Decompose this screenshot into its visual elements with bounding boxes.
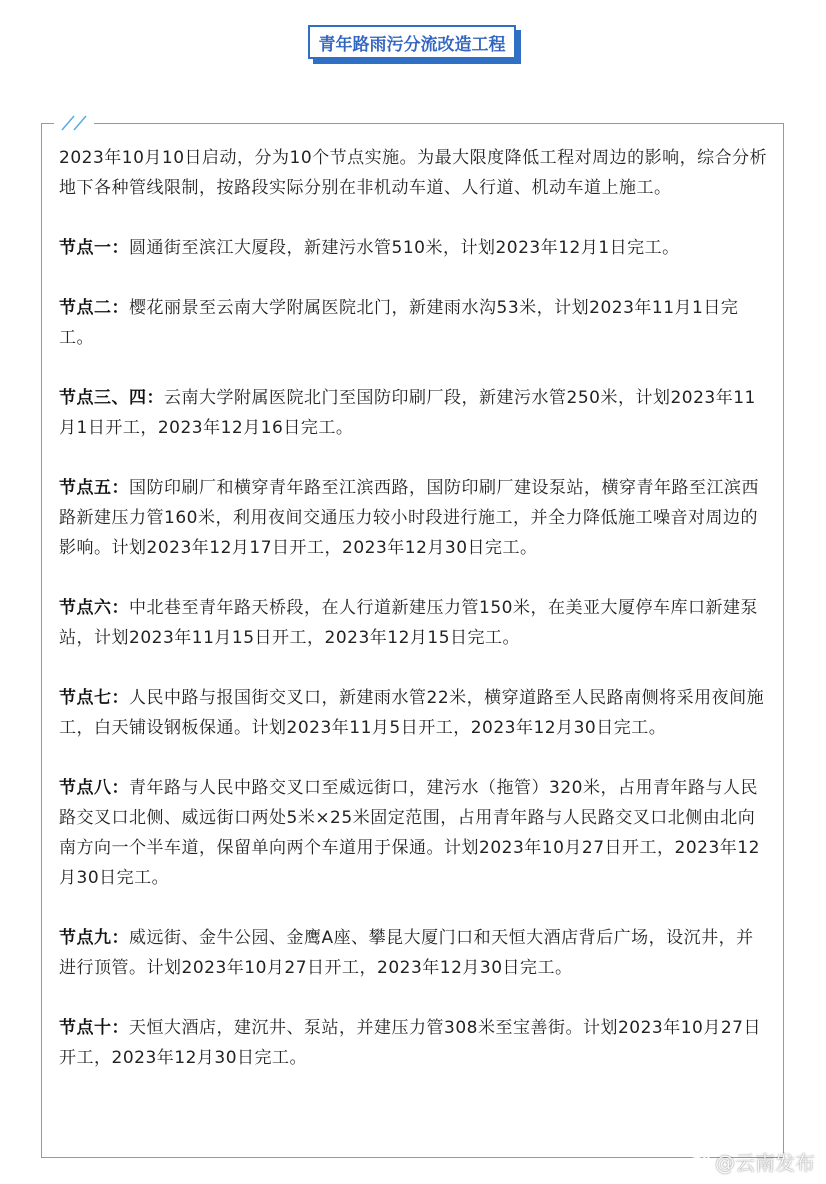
node-text: 威远街、金牛公园、金鹰A座、攀昆大厦门口和天恒大酒店背后广场，设沉井，并进行顶管。计划2023年10月27日开工，2023年12月30日完工。 (59, 928, 754, 978)
weibo-icon (687, 1151, 711, 1171)
node-label: 节点二： (59, 298, 129, 318)
title-box (308, 25, 516, 59)
node-label: 节点十： (59, 1018, 129, 1038)
node-label: 节点五： (59, 478, 129, 498)
node-label: 节点六： (59, 598, 129, 618)
node-label: 节点一： (59, 238, 129, 258)
article-body (59, 143, 771, 1073)
node-paragraph (59, 773, 771, 893)
node-text: 国防印刷厂和横穿青年路至江滨西路，国防印刷厂建设泵站，横穿青年路至江滨西路新建压力管160米，利用夜间交通压力较小时段进行施工，并全力降低施工噪音对周边的影响。计划2023年12月17日开工，2023年12月30日完工。 (59, 478, 759, 558)
watermark (687, 1146, 815, 1176)
page-title: 青年路雨污分流改造工程 (318, 34, 506, 55)
title-banner (308, 25, 516, 59)
node-text: 中北巷至青年路天桥段，在人行道新建压力管150米，在美亚大厦停车库口新建泵站，计划2023年11月15日开工，2023年12月15日完工。 (59, 598, 758, 648)
watermark-text: @云南发布 (715, 1150, 815, 1175)
node-paragraph (59, 233, 771, 263)
node-paragraph (59, 923, 771, 983)
node-text: 云南大学附属医院北门至国防印刷厂段，新建污水管250米，计划2023年11月1日开工，2023年12月16日完工。 (59, 388, 756, 438)
node-text: 圆通街至滨江大厦段，新建污水管510米，计划2023年12月1日完工。 (129, 238, 680, 258)
node-paragraph (59, 383, 771, 443)
node-text: 天恒大酒店，建沉井、泵站，并建压力管308米至宝善街。计划2023年10月27日开工，2023年12月30日完工。 (59, 1018, 761, 1068)
double-slash-icon (60, 114, 94, 132)
node-label: 节点八： (59, 778, 129, 798)
intro-paragraph: 2023年10月10日启动，分为10个节点实施。为最大限度降低工程对周边的影响，综合分析地下各种管线限制，按路段实际分别在非机动车道、人行道、机动车道上施工。 (59, 148, 768, 198)
node-text: 樱花丽景至云南大学附属医院北门，新建雨水沟53米，计划2023年11月1日完工。 (59, 298, 739, 348)
node-label: 节点三、四： (59, 388, 164, 408)
node-paragraph (59, 293, 771, 353)
node-paragraph (59, 593, 771, 653)
node-text: 人民中路与报国街交叉口，新建雨水管22米，横穿道路至人民路南侧将采用夜间施工，白天铺设钢板保通。计划2023年11月5日开工，2023年12月30日完工。 (59, 688, 765, 738)
node-paragraph (59, 683, 771, 743)
node-paragraph (59, 473, 771, 563)
node-label: 节点七： (59, 688, 129, 708)
node-text: 青年路与人民中路交叉口至威远街口，建污水（拖管）320米，占用青年路与人民路交叉口北侧、威远街口两处5米×25米固定范围，占用青年路与人民路交叉口北侧由北向南方向一个半车道，保留单向两个车道用于保通。计划2023年10月27日开工，2023年12月30日完工。 (59, 778, 760, 888)
node-paragraph (59, 1013, 771, 1073)
node-label: 节点九： (59, 928, 129, 948)
